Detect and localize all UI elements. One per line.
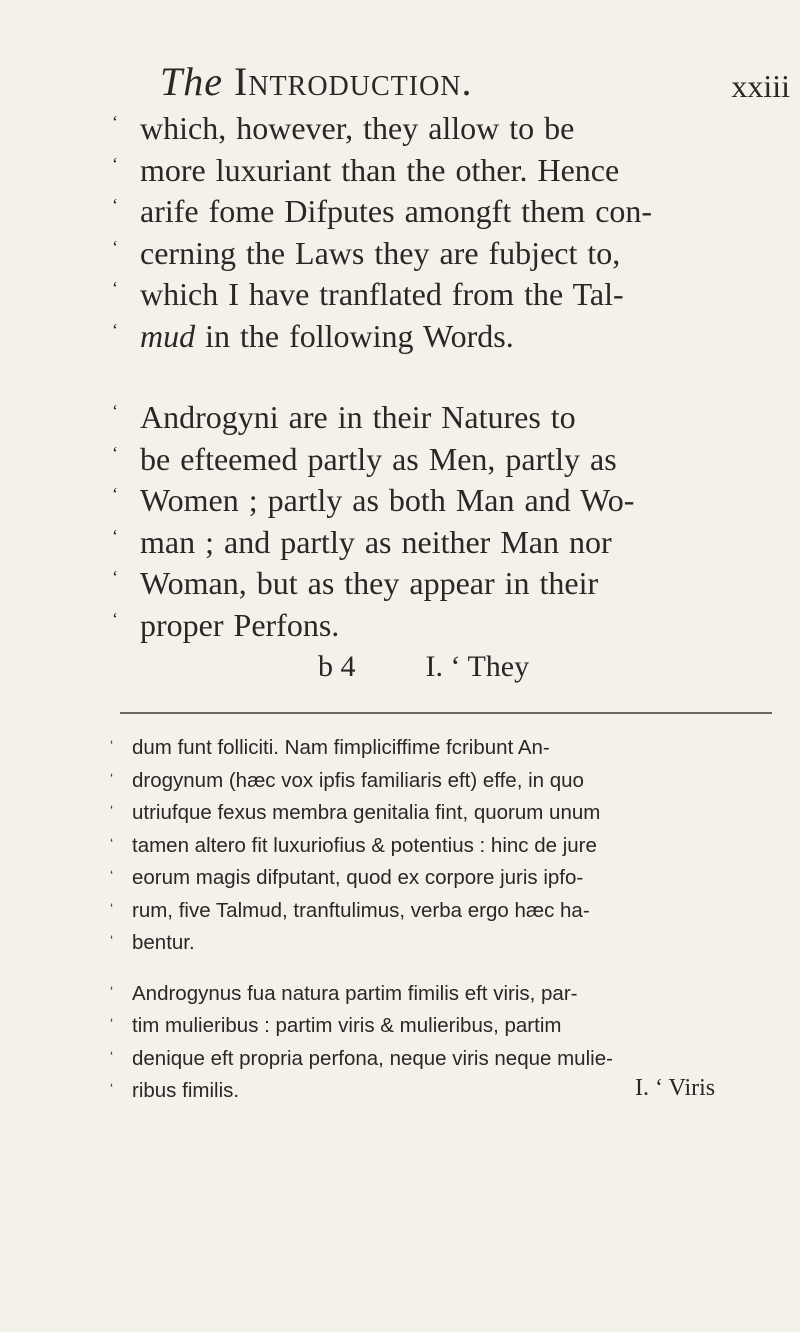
quote-mark: ‘ (110, 932, 114, 948)
text-line: ‘ Woman, but as they appear in their (112, 563, 772, 605)
quote-mark: ‘ (112, 401, 118, 421)
main-text (112, 108, 772, 646)
footnote-line: ‘ bentur. (110, 927, 780, 960)
text-line: ‘ cerning the Laws they are fubject to, (112, 233, 772, 275)
quote-mark: ‘ (112, 484, 118, 504)
quote-mark: ‘ (110, 1015, 114, 1031)
footnote-line: ‘ rum, five Talmud, tranftulimus, verba ergo hæc ha- (110, 895, 780, 928)
footnotes (110, 732, 780, 1108)
text-line: ‘ be efteemed partly as Men, partly as (112, 439, 772, 481)
catchword: I. ‘ They (425, 650, 530, 683)
text-line: ‘ Androgyni are in their Natures to (112, 397, 772, 439)
quote-mark: ‘ (112, 236, 118, 257)
footnote-line: ‘ tim mulieribus : partim viris & mulieribus, partim (110, 1010, 780, 1043)
quote-mark: ‘ (110, 1080, 114, 1096)
footnote-1 (110, 732, 780, 960)
quote-mark: ‘ (112, 567, 118, 587)
text-line: ‘ proper Perfons. (112, 605, 772, 647)
quote-mark: ‘ (112, 608, 118, 629)
italic-word: mud (140, 317, 196, 354)
text-line: ‘ which, however, they allow to be (112, 108, 772, 150)
footnote-line: ‘ drogynum (hæc vox ipfis familiaris eft) effe, in quo (110, 765, 780, 798)
quote-mark: ‘ (112, 153, 118, 174)
text-line: ‘ arife fome Difputes amongft them con- (112, 191, 772, 233)
text-line: ‘ which I have tranflated from the Tal- (112, 274, 772, 316)
quote-mark: ‘ (112, 278, 118, 298)
quote-mark: ‘ (110, 802, 114, 818)
quote-mark: ‘ (110, 899, 114, 916)
quote-mark: ‘ (110, 769, 114, 786)
text-line: ‘ more luxuriant than the other. Hence (112, 150, 772, 192)
footnote-line: ‘ eorum magis difputant, quod ex corpore juris ipfo- (110, 862, 780, 895)
page-number: xxiii (731, 68, 790, 104)
footnote-divider (120, 712, 772, 714)
running-title (160, 58, 473, 105)
quote-mark: ‘ (112, 525, 118, 546)
quote-mark: ‘ (112, 112, 118, 132)
quote-mark: ‘ (110, 1047, 114, 1064)
text-line: ‘ Women ; partly as both Man and Wo- (112, 480, 772, 522)
paragraph-2 (112, 397, 772, 646)
quote-mark: ‘ (110, 737, 114, 753)
quote-mark: ‘ (110, 834, 114, 851)
signature-line (318, 650, 529, 684)
quote-mark: ‘ (110, 982, 114, 999)
signature-mark: b 4 (318, 650, 356, 683)
quote-mark: ‘ (112, 442, 118, 463)
running-title-the: The (160, 59, 223, 104)
footnote-line: ‘ Androgynus fua natura partim fimilis eft viris, par- (110, 978, 780, 1011)
paragraph-1 (112, 108, 772, 357)
footnote-line: ‘ ribus fimilis. (110, 1075, 780, 1108)
running-title-text: Introduction. (234, 59, 473, 104)
quote-mark: ‘ (110, 867, 114, 883)
footnote-line: ‘ denique eft propria perfona, neque viris neque mulie- (110, 1043, 780, 1076)
text-line: ‘ mud in the following Words. (112, 316, 772, 358)
footnote-line: ‘ tamen altero fit luxuriofius & potentius : hinc de jure (110, 830, 780, 863)
footnote-catchword: I. ‘ Viris (635, 1075, 716, 1101)
footnote-line: ‘ dum funt folliciti. Nam fimpliciffime fcribunt An- (110, 732, 780, 765)
running-header (160, 58, 790, 108)
quote-mark: ‘ (112, 195, 118, 215)
quote-mark: ‘ (112, 319, 118, 340)
footnote-line: ‘ utriufque fexus membra genitalia fint, quorum unum (110, 797, 780, 830)
text-line: ‘ man ; and partly as neither Man nor (112, 522, 772, 564)
